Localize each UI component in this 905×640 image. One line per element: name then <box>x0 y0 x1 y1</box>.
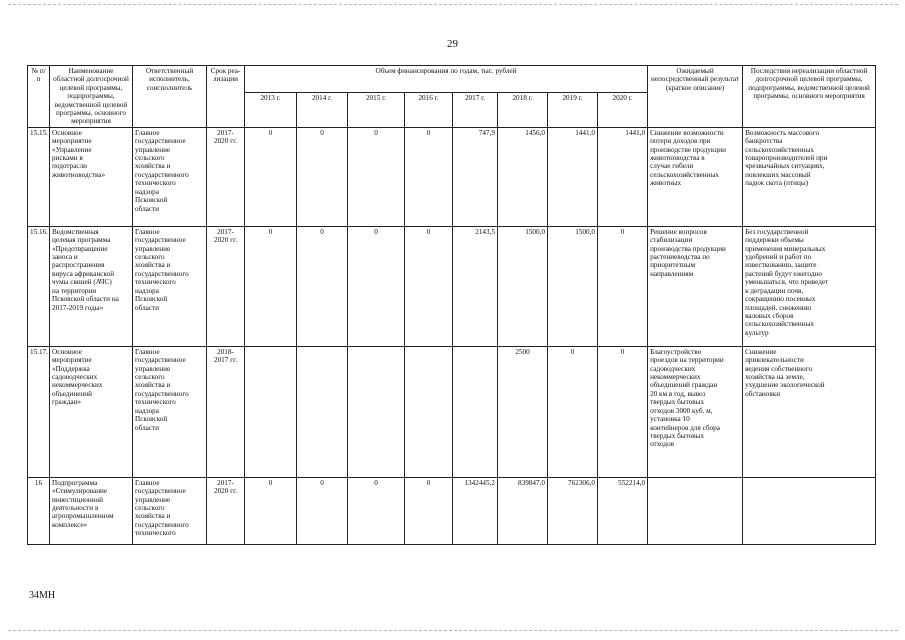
header-year: 2018 г. <box>498 92 548 127</box>
table-row <box>28 346 876 477</box>
row-value-2013: 0 <box>245 477 297 544</box>
row-value-2015: 0 <box>348 127 405 226</box>
row-value-2019: 1500,0 <box>548 226 598 346</box>
row-executor: Главное государственное управление сельского хозяйства и государственного технического надзора Псковской области <box>133 226 207 346</box>
row-value-2019: 762306,0 <box>548 477 598 544</box>
header-consequences: Последствия нереализации областной долгосрочной целевой программы, подпрограммы, ведомственной целевой программы, основного мероприятия <box>743 66 876 128</box>
row-value-2017: 1342445,2 <box>453 477 498 544</box>
row-name: Подпрограмма «Стимулирование инвестиционной деятельности в агропромышленном комплексе» <box>50 477 133 544</box>
document-code: 34МН <box>29 590 56 601</box>
header-year: 2017 г. <box>453 92 498 127</box>
header-year: 2019 г. <box>548 92 598 127</box>
row-value-2015: 0 <box>348 226 405 346</box>
row-value-2013 <box>245 346 297 477</box>
row-result <box>648 477 743 544</box>
header-year: 2020 г. <box>598 92 648 127</box>
row-number: 15.16. <box>28 226 50 346</box>
row-value-2016: 0 <box>405 477 453 544</box>
row-value-2017: 747,9 <box>453 127 498 226</box>
row-result: Решение вопросов стабилизации производства продукции растениеводства по приоритетным направлениям <box>648 226 743 346</box>
table-row <box>28 127 876 226</box>
row-executor: Главное государственное управление сельского хозяйства и государственного технического <box>133 477 207 544</box>
row-name: Ведомственная целевая программа «Предотвращение заноса и распространения вируса африканской чумы свиней (АЧС) на территории Псковской области на 2017-2019 годы» <box>50 226 133 346</box>
row-result: Благоустройство проездов на территории садоводческих некоммерческих объединений граждан 20 км в год, вывоз твердых бытовых отходов 3000 куб. м, установка 10 контейнеров для сбора твердых бытовых отходов <box>648 346 743 477</box>
row-number: 15.15. <box>28 127 50 226</box>
row-number: 16 <box>28 477 50 544</box>
row-value-2016 <box>405 346 453 477</box>
row-number: 15.17. <box>28 346 50 477</box>
row-value-2014: 0 <box>297 226 348 346</box>
row-value-2018: 1500,0 <box>498 226 548 346</box>
row-value-2014: 0 <box>297 127 348 226</box>
header-result: Ожидаемый непосредственный результат (краткое описание) <box>648 66 743 128</box>
row-consequences <box>743 477 876 544</box>
row-value-2013: 0 <box>245 226 297 346</box>
table-row <box>28 226 876 346</box>
row-consequences: Снижение привлекательности ведения собственного хозяйства на земле, ухудшение экологической обстановки <box>743 346 876 477</box>
header-year: 2013 г. <box>245 92 297 127</box>
row-name: Основное мероприятие «Поддержка садоводческих некоммерческих объединений граждан» <box>50 346 133 477</box>
header-financing: Объем финансирования по годам, тыс. рублей <box>245 66 648 93</box>
row-value-2014: 0 <box>297 477 348 544</box>
header-name: Наименование областной долгосрочной целевой программы, подпрограммы, ведомственной целевой программы, основного мероприятия <box>50 66 133 128</box>
row-executor: Главное государственное управление сельского хозяйства и государственного технического надзора Псковской области <box>133 346 207 477</box>
financing-table <box>27 65 876 545</box>
row-value-2014 <box>297 346 348 477</box>
header-term: Срок реа-лизации <box>207 66 245 128</box>
row-value-2017: 2143,5 <box>453 226 498 346</box>
row-consequences: Возможность массового банкротства сельскохозяйственных товаропроизводителей при чрезвычайных ситуациях, повлекших массовый падеж скота (птицы) <box>743 127 876 226</box>
row-value-2015 <box>348 346 405 477</box>
header-year: 2016 г. <box>405 92 453 127</box>
scan-artifact-line <box>8 630 898 631</box>
table-row <box>28 477 876 544</box>
row-result: Снижение возможности потери доходов при производстве продукции животноводства в случае гибели сельскохозяйственных животных <box>648 127 743 226</box>
row-value-2015: 0 <box>348 477 405 544</box>
row-value-2018: 839847,0 <box>498 477 548 544</box>
row-term: 2018- 2017 гг. <box>207 346 245 477</box>
row-value-2016: 0 <box>405 226 453 346</box>
row-consequences: Без государственной поддержки объемы применения минеральных удобрений и работ по известкованию, защите растений будут ежегодно уменьшаться, что приведет к деградации почв, сокращению посевных площадей, снижению валовых сборов сельскохозяйственных культур <box>743 226 876 346</box>
row-value-2018: 2500 <box>498 346 548 477</box>
row-value-2020: 0 <box>598 226 648 346</box>
row-term: 2017- 2020 гг. <box>207 477 245 544</box>
row-value-2019: 0 <box>548 346 598 477</box>
header-year: 2015 г. <box>348 92 405 127</box>
row-value-2020: 552214,0 <box>598 477 648 544</box>
header-year: 2014 г. <box>297 92 348 127</box>
row-term: 2017- 2020 гг. <box>207 127 245 226</box>
page-number: 29 <box>447 38 458 50</box>
scan-artifact-line <box>8 4 898 5</box>
row-value-2013: 0 <box>245 127 297 226</box>
row-value-2017 <box>453 346 498 477</box>
row-executor: Главное государственное управление сельского хозяйства и государственного технического надзора Псковской области <box>133 127 207 226</box>
row-value-2018: 1456,0 <box>498 127 548 226</box>
row-value-2016: 0 <box>405 127 453 226</box>
row-term: 2017- 2020 гг. <box>207 226 245 346</box>
row-name: Основное мероприятие «Управление рисками в подотрасли животноводства» <box>50 127 133 226</box>
header-num: № п/п <box>28 66 50 128</box>
row-value-2020: 1441,0 <box>598 127 648 226</box>
row-value-2019: 1441,0 <box>548 127 598 226</box>
header-executor: Ответственный исполнитель, соисполнитель <box>133 66 207 128</box>
row-value-2020: 0 <box>598 346 648 477</box>
